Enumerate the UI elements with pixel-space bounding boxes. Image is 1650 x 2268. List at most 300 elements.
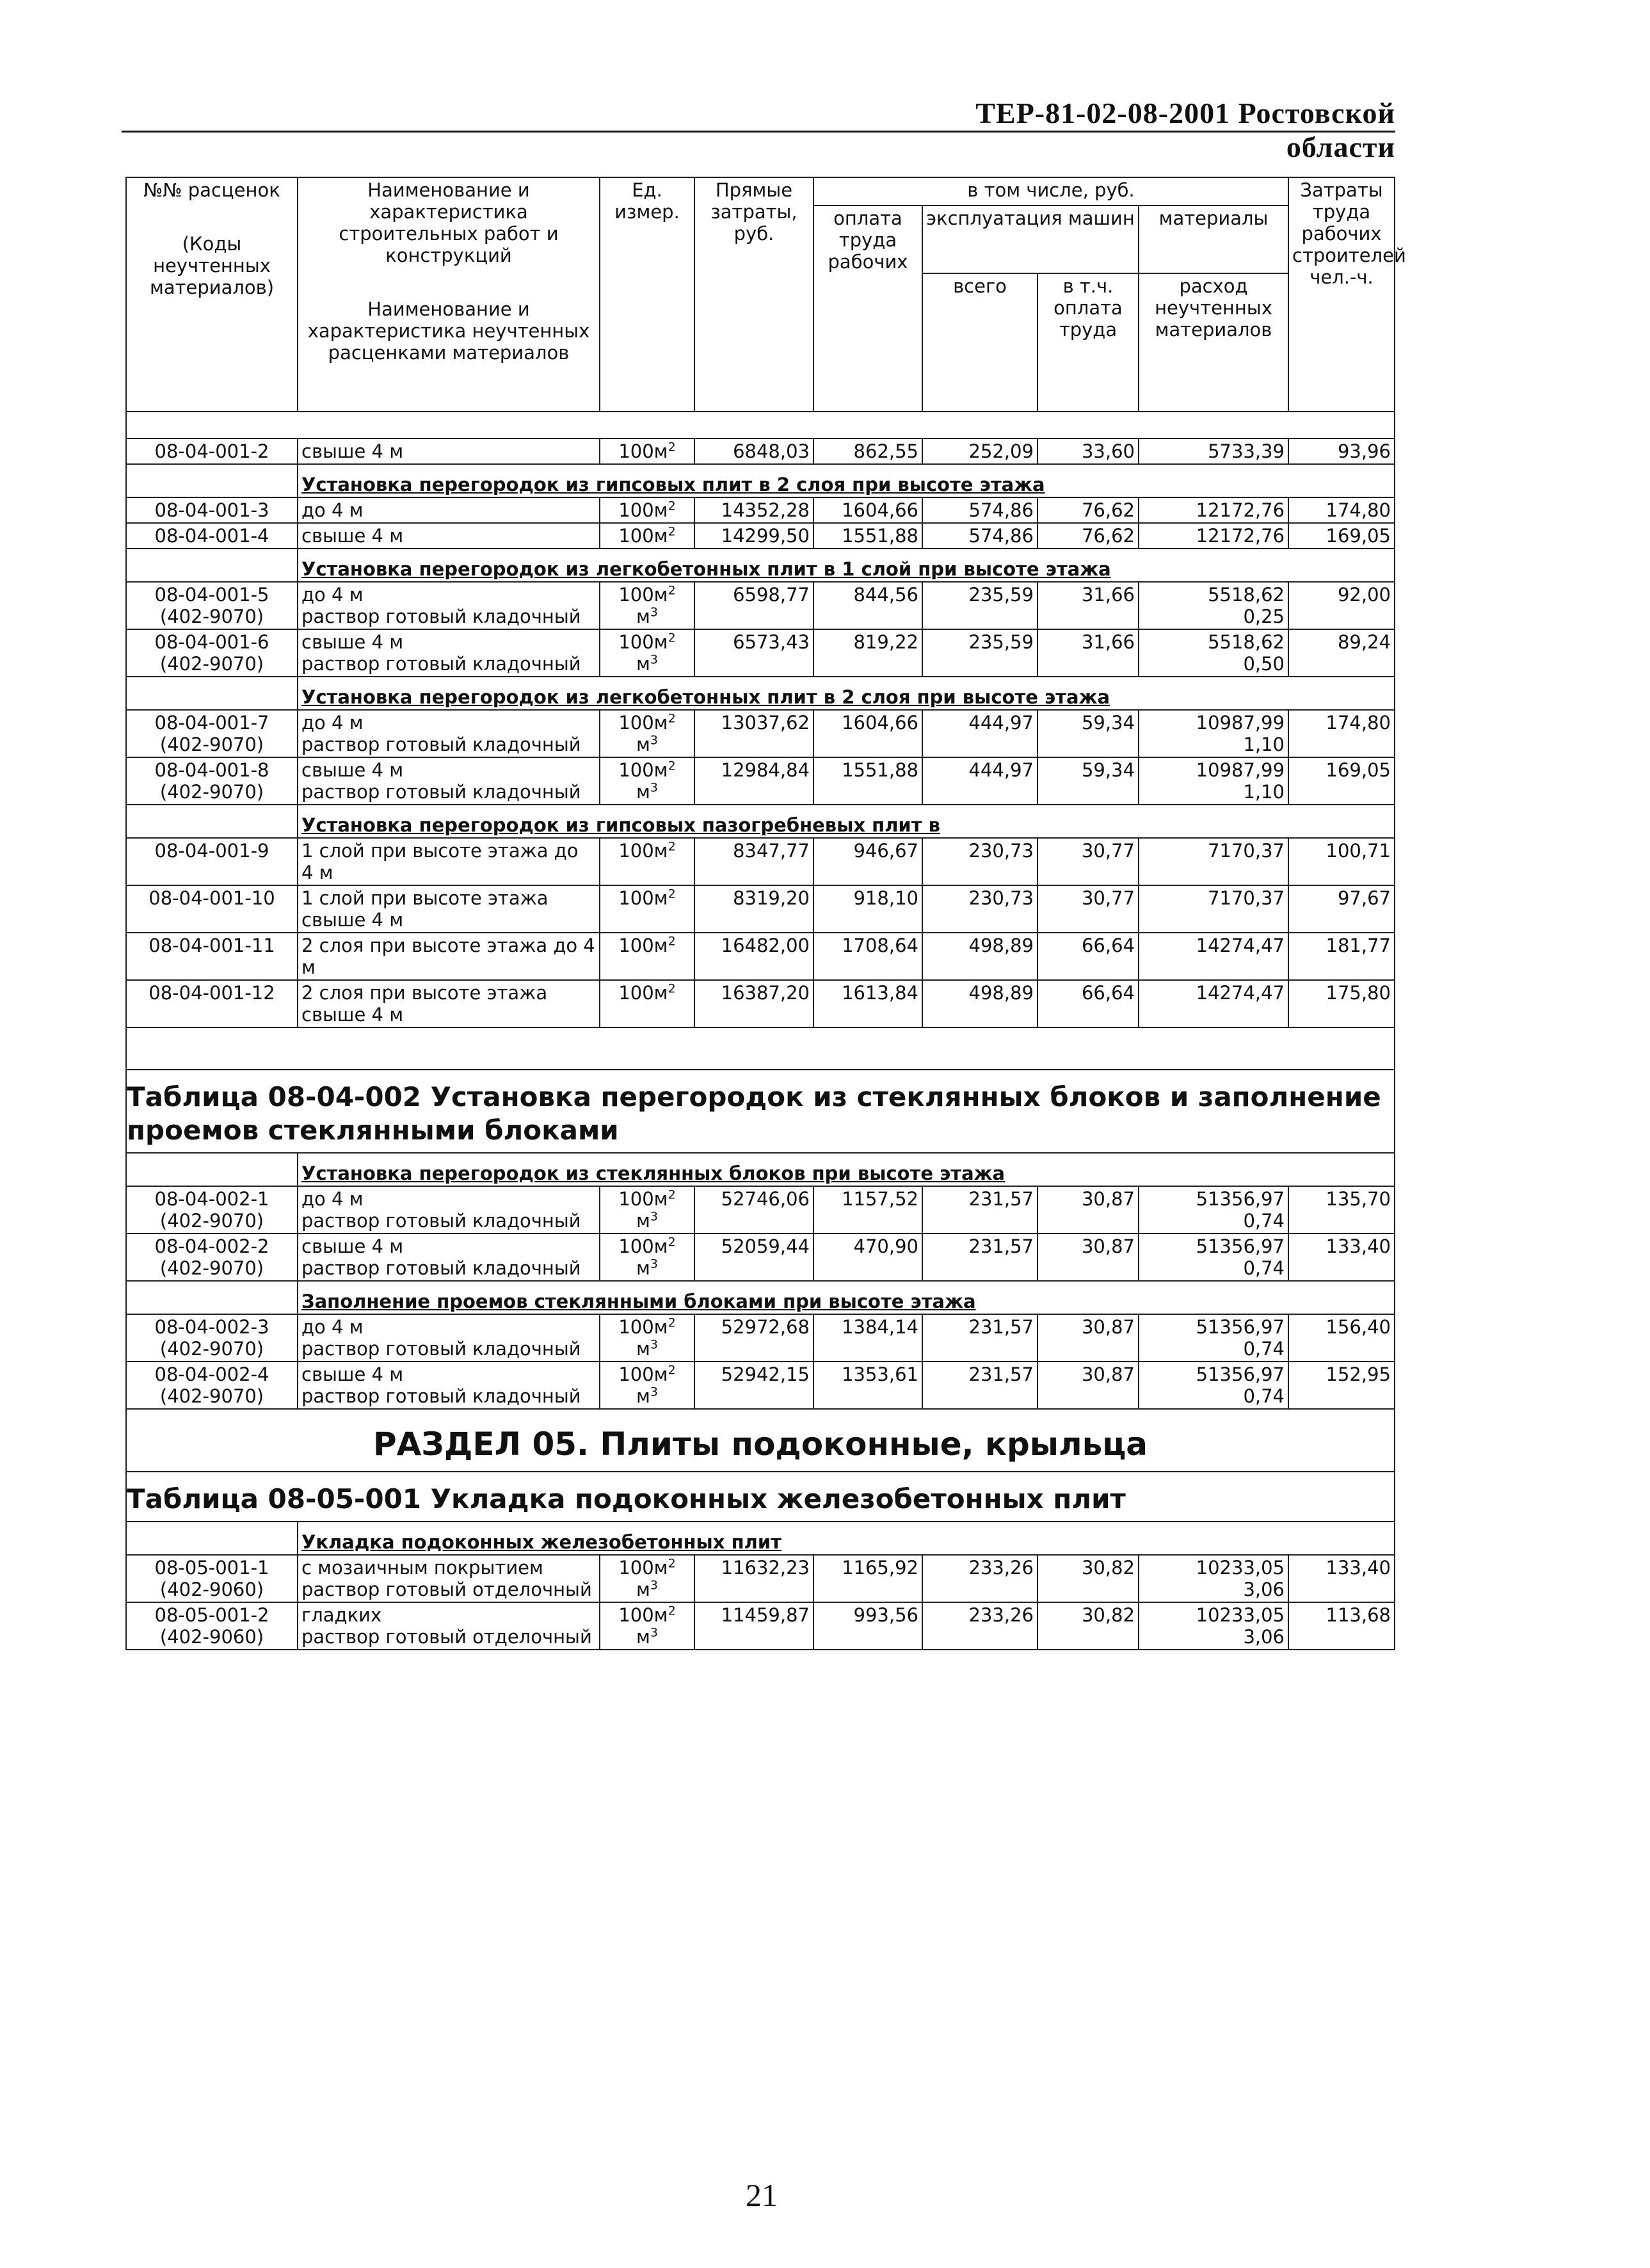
rate-code: 08-04-001-10 [148, 887, 275, 909]
rate-code: 08-04-001-12 [148, 982, 275, 1004]
rate-code: 08-04-002-4 [154, 1363, 269, 1385]
machines-total: 574,86 [922, 497, 1037, 523]
work-name: свыше 4 м [301, 631, 404, 653]
work-name-cell [298, 523, 600, 549]
labor-hours: 174,80 [1288, 710, 1395, 757]
table-row [126, 497, 1395, 523]
materials: 12172,76 [1196, 499, 1285, 521]
direct-costs: 14299,50 [694, 523, 813, 549]
rates-table-body [126, 177, 1406, 1650]
rate-code: 08-04-002-1 [154, 1188, 269, 1210]
unit-cell [600, 885, 694, 933]
rate-code: 08-04-001-11 [148, 935, 275, 956]
spacer-row [126, 1027, 1395, 1070]
block-title: Установка перегородок из легкобетонных плит в 1 слой при высоте этажа [298, 549, 1395, 582]
materials: 51356,97 [1196, 1188, 1285, 1210]
material-code: (402-9070) [159, 1385, 264, 1407]
material-code: (402-9070) [159, 734, 264, 755]
unit: $100м^2$ [618, 1235, 676, 1257]
labor-hours: 97,67 [1288, 885, 1395, 933]
material-consumption: 0,25 [1243, 606, 1285, 627]
unit: $100м^2$ [618, 1604, 676, 1626]
work-name: свыше 4 м [301, 440, 404, 462]
machines-total: 235,59 [922, 582, 1037, 629]
work-name: до 4 м [301, 499, 364, 521]
material-name: раствор готовый отделочный [301, 1626, 592, 1648]
unit-cell [600, 1362, 694, 1409]
machines-labor: 66,64 [1037, 933, 1139, 980]
unit: $100м^2$ [618, 524, 676, 547]
materials: 5518,62 [1208, 631, 1285, 653]
unit-cell [600, 980, 694, 1027]
block-title-spacer [126, 1522, 298, 1555]
header-labor-hours: Затраты труда рабочих строителей чел.-ч. [1288, 177, 1395, 412]
material-consumption: 3,06 [1243, 1626, 1285, 1648]
block-title-spacer [126, 464, 298, 497]
direct-costs: 6573,43 [694, 629, 813, 677]
unit: $100м^2$ [618, 934, 676, 956]
rate-code-cell [126, 980, 298, 1027]
header-machines-labor: в т.ч. оплата труда [1037, 273, 1139, 412]
rate-code-cell [126, 1362, 298, 1409]
table-title-row [126, 1472, 1395, 1522]
work-name-cell [298, 629, 600, 677]
machines-labor: 59,34 [1037, 710, 1139, 757]
material-unit: $м^3$ [636, 605, 658, 627]
rate-code-cell [126, 438, 298, 464]
material-consumption: 1,10 [1243, 734, 1285, 755]
machines-total: 230,73 [922, 885, 1037, 933]
direct-costs: 11459,87 [694, 1602, 813, 1650]
machines-total: 574,86 [922, 523, 1037, 549]
materials-cell [1139, 757, 1288, 805]
labor-pay: 993,56 [813, 1602, 922, 1650]
labor-pay: 1384,14 [813, 1314, 922, 1362]
material-code: (402-9070) [159, 606, 264, 627]
unit: $100м^2$ [618, 1556, 676, 1579]
direct-costs: 52746,06 [694, 1186, 813, 1234]
work-name-cell [298, 1602, 600, 1650]
machines-total: 252,09 [922, 438, 1037, 464]
material-name: раствор готовый кладочный [301, 1257, 581, 1279]
rate-code: 08-05-001-1 [154, 1557, 269, 1579]
block-title: Установка перегородок из гипсовых пазогребневых плит в [298, 805, 1395, 838]
block-title-row [126, 1153, 1395, 1186]
machines-total: 233,26 [922, 1555, 1037, 1602]
block-title-row [126, 805, 1395, 838]
work-name: 2 слоя при высоте этажа свыше 4 м [301, 982, 548, 1025]
block-title: Установка перегородок из гипсовых плит в 2 слоя при высоте этажа [298, 464, 1395, 497]
unit-cell [600, 933, 694, 980]
materials-cell [1139, 980, 1288, 1027]
material-name: раствор готовый кладочный [301, 734, 581, 755]
work-name: до 4 м [301, 1316, 364, 1338]
materials-cell [1139, 885, 1288, 933]
table-header-row [126, 177, 1395, 205]
unit: $100м^2$ [618, 499, 676, 521]
unit: $100м^2$ [618, 440, 676, 462]
materials-cell [1139, 523, 1288, 549]
table-row [126, 523, 1395, 549]
material-unit: $м^3$ [636, 1578, 658, 1600]
header-rule [122, 131, 1395, 133]
labor-pay: 470,90 [813, 1234, 922, 1281]
materials-cell [1139, 1234, 1288, 1281]
labor-pay: 1604,66 [813, 710, 922, 757]
unit-cell [600, 523, 694, 549]
direct-costs: 16482,00 [694, 933, 813, 980]
table-row [126, 885, 1395, 933]
unit-cell [600, 1186, 694, 1234]
work-name-cell [298, 885, 600, 933]
labor-hours: 156,40 [1288, 1314, 1395, 1362]
table-row [126, 1602, 1395, 1650]
labor-hours: 133,40 [1288, 1234, 1395, 1281]
unit: $100м^2$ [618, 1187, 676, 1210]
machines-labor: 30,87 [1037, 1314, 1139, 1362]
materials: 14274,47 [1196, 935, 1285, 956]
material-consumption: 1,10 [1243, 781, 1285, 803]
unit-cell [600, 1602, 694, 1650]
header-name-bottom: Наименование и характеристика неучтенных расценками материалов [307, 298, 590, 364]
materials: 10233,05 [1196, 1557, 1285, 1579]
unit: $100м^2$ [618, 839, 676, 862]
work-name-cell [298, 838, 600, 885]
work-name: гладких [301, 1604, 382, 1626]
labor-hours: 133,40 [1288, 1555, 1395, 1602]
rate-code-cell [126, 757, 298, 805]
block-title-spacer [126, 1281, 298, 1314]
labor-hours: 152,95 [1288, 1362, 1395, 1409]
material-unit: $м^3$ [636, 652, 658, 675]
machines-total: 498,89 [922, 980, 1037, 1027]
material-consumption: 0,74 [1243, 1257, 1285, 1279]
block-title-row [126, 549, 1395, 582]
machines-labor: 30,87 [1037, 1186, 1139, 1234]
rate-code-cell [126, 885, 298, 933]
machines-labor: 31,66 [1037, 582, 1139, 629]
labor-pay: 1165,92 [813, 1555, 922, 1602]
labor-pay: 844,56 [813, 582, 922, 629]
machines-labor: 33,60 [1037, 438, 1139, 464]
machines-labor: 30,77 [1037, 885, 1139, 933]
labor-hours: 89,24 [1288, 629, 1395, 677]
direct-costs: 13037,62 [694, 710, 813, 757]
header-including: в том числе, руб. [813, 177, 1288, 205]
labor-pay: 1551,88 [813, 523, 922, 549]
labor-pay: 1613,84 [813, 980, 922, 1027]
material-consumption: 0,74 [1243, 1385, 1285, 1407]
labor-hours: 135,70 [1288, 1186, 1395, 1234]
work-name: свыше 4 м [301, 525, 404, 547]
table-row [126, 1555, 1395, 1602]
materials-cell [1139, 933, 1288, 980]
direct-costs: 52059,44 [694, 1234, 813, 1281]
unit: $100м^2$ [618, 583, 676, 606]
gap-row [126, 412, 1395, 438]
materials-cell [1139, 710, 1288, 757]
table-row [126, 980, 1395, 1027]
header-code-top: №№ расценок [143, 179, 280, 201]
labor-hours: 93,96 [1288, 438, 1395, 464]
rate-code: 08-04-001-9 [154, 840, 269, 862]
labor-hours: 181,77 [1288, 933, 1395, 980]
work-name-cell [298, 933, 600, 980]
materials-cell [1139, 1314, 1288, 1362]
work-name: с мозаичным покрытием [301, 1557, 543, 1579]
machines-labor: 30,82 [1037, 1555, 1139, 1602]
machines-total: 235,59 [922, 629, 1037, 677]
work-name-cell [298, 1186, 600, 1234]
block-title: Укладка подоконных железобетонных плит [298, 1522, 1395, 1555]
materials: 51356,97 [1196, 1363, 1285, 1385]
unit: $100м^2$ [618, 759, 676, 781]
work-name-cell [298, 438, 600, 464]
unit: $100м^2$ [618, 1315, 676, 1338]
header-cell-name [298, 177, 600, 412]
gap-cell [126, 412, 1395, 438]
materials: 7170,37 [1208, 887, 1285, 909]
labor-pay: 1157,52 [813, 1186, 922, 1234]
rate-code-cell [126, 1602, 298, 1650]
material-name: раствор готовый кладочный [301, 1338, 581, 1360]
work-name: до 4 м [301, 712, 364, 734]
block-title-row [126, 1281, 1395, 1314]
unit: $100м^2$ [618, 711, 676, 734]
unit-cell [600, 1234, 694, 1281]
direct-costs: 8319,20 [694, 885, 813, 933]
direct-costs: 12984,84 [694, 757, 813, 805]
unit-cell [600, 838, 694, 885]
machines-labor: 30,87 [1037, 1234, 1139, 1281]
work-name-cell [298, 710, 600, 757]
table-row [126, 1362, 1395, 1409]
unit: $100м^2$ [618, 1363, 676, 1385]
block-title-spacer [126, 805, 298, 838]
page-number: 21 [746, 2177, 778, 2213]
work-name: свыше 4 м [301, 1235, 404, 1257]
labor-pay: 946,67 [813, 838, 922, 885]
work-name-cell [298, 582, 600, 629]
work-name: свыше 4 м [301, 759, 404, 781]
table-row [126, 1314, 1395, 1362]
rate-code: 08-04-001-3 [154, 499, 269, 521]
machines-total: 498,89 [922, 933, 1037, 980]
rate-code-cell [126, 497, 298, 523]
header-materials-consumption: расход неучтенных материалов [1139, 273, 1288, 412]
table-row [126, 1234, 1395, 1281]
labor-pay: 862,55 [813, 438, 922, 464]
material-consumption: 3,06 [1243, 1579, 1285, 1600]
work-name-cell [298, 1314, 600, 1362]
material-name: раствор готовый отделочный [301, 1579, 592, 1600]
block-title: Установка перегородок из легкобетонных плит в 2 слоя при высоте этажа [298, 677, 1395, 710]
block-title-spacer [126, 677, 298, 710]
machines-labor: 59,34 [1037, 757, 1139, 805]
rate-code-cell [126, 1234, 298, 1281]
rate-code: 08-04-001-5 [154, 584, 269, 606]
unit-cell [600, 629, 694, 677]
material-consumption: 0,74 [1243, 1338, 1285, 1360]
unit-cell [600, 438, 694, 464]
labor-pay: 1604,66 [813, 497, 922, 523]
block-title: Установка перегородок из стеклянных блоков при высоте этажа [298, 1153, 1395, 1186]
materials: 51356,97 [1196, 1235, 1285, 1257]
rate-code-cell [126, 710, 298, 757]
spacer-cell [126, 1027, 1395, 1070]
direct-costs: 6848,03 [694, 438, 813, 464]
material-consumption: 0,50 [1243, 653, 1285, 675]
labor-pay: 918,10 [813, 885, 922, 933]
direct-costs: 8347,77 [694, 838, 813, 885]
material-unit: $м^3$ [636, 1625, 658, 1648]
rate-code: 08-04-002-3 [154, 1316, 269, 1338]
machines-total: 230,73 [922, 838, 1037, 885]
header-cell-code [126, 177, 298, 412]
work-name-cell [298, 1234, 600, 1281]
machines-labor: 30,87 [1037, 1362, 1139, 1409]
machines-total: 231,57 [922, 1186, 1037, 1234]
material-code: (402-9070) [159, 653, 264, 675]
table-title: Таблица 08-05-001 Укладка подоконных железобетонных плит [126, 1472, 1395, 1522]
rate-code-cell [126, 838, 298, 885]
rate-code: 08-04-001-8 [154, 759, 269, 781]
labor-pay: 819,22 [813, 629, 922, 677]
machines-labor: 31,66 [1037, 629, 1139, 677]
table-row [126, 582, 1395, 629]
rate-code: 08-04-001-7 [154, 712, 269, 734]
work-name: до 4 м [301, 584, 364, 606]
labor-pay: 1708,64 [813, 933, 922, 980]
material-name: раствор готовый кладочный [301, 653, 581, 675]
table-row [126, 838, 1395, 885]
unit: $100м^2$ [618, 631, 676, 653]
material-code: (402-9070) [159, 1210, 264, 1232]
header-direct-costs: Прямые затраты, руб. [694, 177, 813, 412]
material-code: (402-9070) [159, 781, 264, 803]
table-row [126, 710, 1395, 757]
direct-costs: 14352,28 [694, 497, 813, 523]
materials: 10987,99 [1196, 759, 1285, 781]
material-code: (402-9060) [159, 1626, 264, 1648]
unit-cell [600, 1555, 694, 1602]
rate-code: 08-04-001-4 [154, 525, 269, 547]
rate-code-cell [126, 1314, 298, 1362]
header-name-top: Наименование и характеристика строительных работ и конструкций [339, 179, 559, 266]
unit-cell [600, 497, 694, 523]
table-title: Таблица 08-04-002 Установка перегородок из стеклянных блоков и заполнение проемов стеклянными блоками [126, 1070, 1395, 1153]
material-name: раствор готовый кладочный [301, 1210, 581, 1232]
block-title: Заполнение проемов стеклянными блоками при высоте этажа [298, 1281, 1395, 1314]
section-heading-row [126, 1409, 1395, 1472]
material-unit: $м^3$ [636, 1209, 658, 1232]
table-row [126, 438, 1395, 464]
header-labor-pay: оплата труда рабочих [813, 205, 922, 412]
section-title: РАЗДЕЛ 05. Плиты подоконные, крыльца [126, 1409, 1395, 1472]
machines-total: 444,97 [922, 710, 1037, 757]
block-title-spacer [126, 1153, 298, 1186]
machines-labor: 30,77 [1037, 838, 1139, 885]
work-name: до 4 м [301, 1188, 364, 1210]
machines-total: 444,97 [922, 757, 1037, 805]
materials: 5518,62 [1208, 584, 1285, 606]
material-code: (402-9060) [159, 1579, 264, 1600]
labor-hours: 175,80 [1288, 980, 1395, 1027]
work-name: 2 слоя при высоте этажа до 4 м [301, 935, 595, 978]
direct-costs: 52942,15 [694, 1362, 813, 1409]
materials-cell [1139, 497, 1288, 523]
work-name-cell [298, 757, 600, 805]
rate-code-cell [126, 582, 298, 629]
direct-costs: 52972,68 [694, 1314, 813, 1362]
header-unit: Ед. измер. [600, 177, 694, 412]
materials: 10233,05 [1196, 1604, 1285, 1626]
materials-cell [1139, 438, 1288, 464]
material-unit: $м^3$ [636, 780, 658, 803]
direct-costs: 16387,20 [694, 980, 813, 1027]
machines-total: 233,26 [922, 1602, 1037, 1650]
materials: 12172,76 [1196, 525, 1285, 547]
material-unit: $м^3$ [636, 1337, 658, 1360]
unit: $100м^2$ [618, 981, 676, 1004]
block-title-row [126, 1522, 1395, 1555]
materials-cell [1139, 1602, 1288, 1650]
material-name: раствор готовый кладочный [301, 606, 581, 627]
rates-table [125, 177, 1406, 1650]
direct-costs: 11632,23 [694, 1555, 813, 1602]
unit-cell [600, 757, 694, 805]
rate-code: 08-04-002-2 [154, 1235, 269, 1257]
header-machines: эксплуатация машин [922, 205, 1139, 273]
block-title-row [126, 677, 1395, 710]
table-row [126, 1186, 1395, 1234]
material-unit: $м^3$ [636, 1257, 658, 1279]
table-row [126, 757, 1395, 805]
machines-labor: 30,82 [1037, 1602, 1139, 1650]
machines-total: 231,57 [922, 1362, 1037, 1409]
labor-hours: 169,05 [1288, 523, 1395, 549]
labor-hours: 174,80 [1288, 497, 1395, 523]
work-name: свыше 4 м [301, 1363, 404, 1385]
machines-total: 231,57 [922, 1314, 1037, 1362]
machines-total: 231,57 [922, 1234, 1037, 1281]
unit-cell [600, 1314, 694, 1362]
table-row [126, 933, 1395, 980]
machines-labor: 76,62 [1037, 523, 1139, 549]
work-name-cell [298, 980, 600, 1027]
unit-cell [600, 582, 694, 629]
materials: 10987,99 [1196, 712, 1285, 734]
block-title-row [126, 464, 1395, 497]
materials-cell [1139, 1555, 1288, 1602]
labor-hours: 92,00 [1288, 582, 1395, 629]
material-unit: $м^3$ [636, 1385, 658, 1407]
rate-code-cell [126, 1555, 298, 1602]
rate-code: 08-05-001-2 [154, 1604, 269, 1626]
header-materials: материалы [1139, 205, 1288, 273]
rate-code-cell [126, 629, 298, 677]
materials: 5733,39 [1208, 440, 1285, 462]
rate-code-cell [126, 933, 298, 980]
unit-cell [600, 710, 694, 757]
materials: 7170,37 [1208, 840, 1285, 862]
material-code: (402-9070) [159, 1338, 264, 1360]
materials-cell [1139, 838, 1288, 885]
unit: $100м^2$ [618, 887, 676, 909]
table-row [126, 629, 1395, 677]
work-name-cell [298, 1555, 600, 1602]
rate-code-cell [126, 523, 298, 549]
